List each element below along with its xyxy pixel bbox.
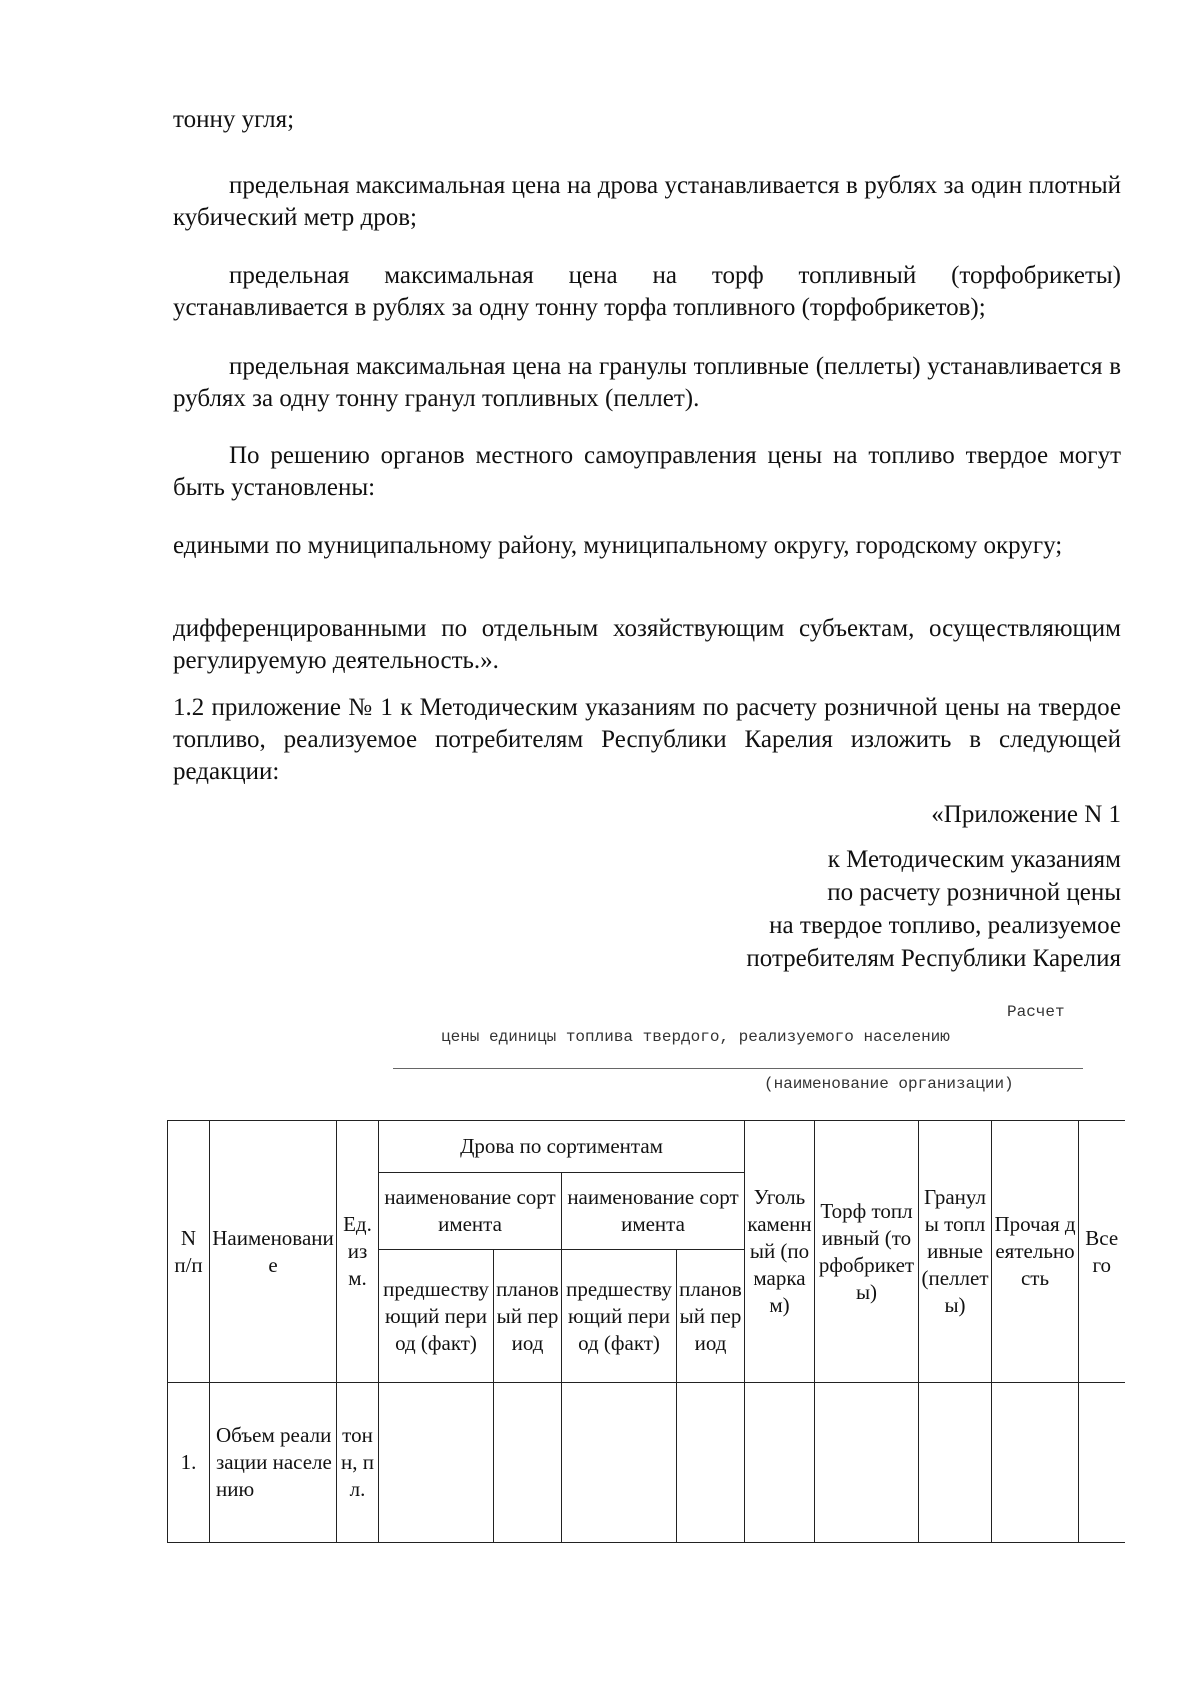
header-assortment-name-2: наименование сортимента: [562, 1173, 745, 1250]
header-planned-period-2: плановый период: [677, 1250, 745, 1383]
header-other-activity: Прочая деятельность: [992, 1121, 1079, 1383]
organization-name-line: [393, 1068, 1083, 1069]
header-name: Наименование: [210, 1121, 337, 1383]
header-unit: Ед. изм.: [337, 1121, 379, 1383]
cell-coal: [745, 1383, 815, 1543]
header-total: Всего: [1079, 1121, 1125, 1383]
appendix-title: «Приложение N 1: [931, 801, 1121, 828]
paragraph-differentiated-prices: дифференцированными по отдельным хозяйствующим субъектам, осуществляющим регулируемую деятельность.».: [173, 615, 1121, 674]
cell-planned-period-1: [494, 1383, 562, 1543]
form-subtitle: цены единицы топлива твердого, реализуемого населению: [441, 1028, 950, 1046]
header-firewood-by-assortment: Дрова по сортиментам: [379, 1121, 745, 1173]
appendix-line-1: к Методическим указаниям: [827, 846, 1121, 873]
header-peat: Торф топливный (торфобрикеты): [815, 1121, 919, 1383]
form-title: Расчет: [1007, 1003, 1065, 1021]
cell-pellets: [919, 1383, 992, 1543]
paragraph-local-government: По решению органов местного самоуправления цены на топливо твердое могут быть установлены:: [173, 442, 1121, 501]
paragraph-peat-price: предельная максимальная цена на торф топливный (торфобрикеты) устанавливается в рублях за одну тонну торфа топливного (торфобрикетов);: [173, 262, 1121, 321]
cell-previous-period-2: [562, 1383, 677, 1543]
header-previous-period-1: предшествующий период (факт): [379, 1250, 494, 1383]
row-unit: тонн, пл.: [337, 1383, 379, 1543]
header-planned-period-1: плановый период: [494, 1250, 562, 1383]
cell-planned-period-2: [677, 1383, 745, 1543]
cell-other-activity: [992, 1383, 1079, 1543]
paragraph-uniform-prices: едиными по муниципальному району, муниципальному округу, городскому округу;: [173, 532, 1063, 559]
cell-previous-period-1: [379, 1383, 494, 1543]
cell-total: [1079, 1383, 1125, 1543]
table-row: [168, 1383, 1125, 1543]
price-calculation-table: [167, 1120, 1125, 1543]
header-assortment-name-1: наименование сортимента: [379, 1173, 562, 1250]
header-previous-period-2: предшествующий период (факт): [562, 1250, 677, 1383]
row-name: Объем реализации населению: [210, 1383, 337, 1543]
paragraph-appendix-amendment: 1.2 приложение № 1 к Методическим указаниям по расчету розничной цены на твердое топливо, реализуемое потребителям Республики Карелия изложить в следующей редакции:: [173, 694, 1121, 785]
paragraph-coal-ton: тонну угля;: [173, 106, 295, 133]
header-pellets: Гранулы топливные (пеллеты): [919, 1121, 992, 1383]
paragraph-firewood-price: предельная максимальная цена на дрова устанавливается в рублях за один плотный кубический метр дров;: [173, 172, 1121, 231]
header-row-number: N п/п: [168, 1121, 210, 1383]
appendix-line-3: на твердое топливо, реализуемое: [769, 912, 1121, 939]
appendix-line-2: по расчету розничной цены: [827, 879, 1121, 906]
appendix-line-4: потребителям Республики Карелия: [746, 945, 1121, 972]
row-number: 1.: [168, 1383, 210, 1543]
header-coal: Уголь каменный (по маркам): [745, 1121, 815, 1383]
organization-name-caption: (наименование организации): [764, 1075, 1014, 1093]
paragraph-pellets-price: предельная максимальная цена на гранулы топливные (пеллеты) устанавливается в рублях за одну тонну гранул топливных (пеллет).: [173, 353, 1121, 412]
cell-peat: [815, 1383, 919, 1543]
